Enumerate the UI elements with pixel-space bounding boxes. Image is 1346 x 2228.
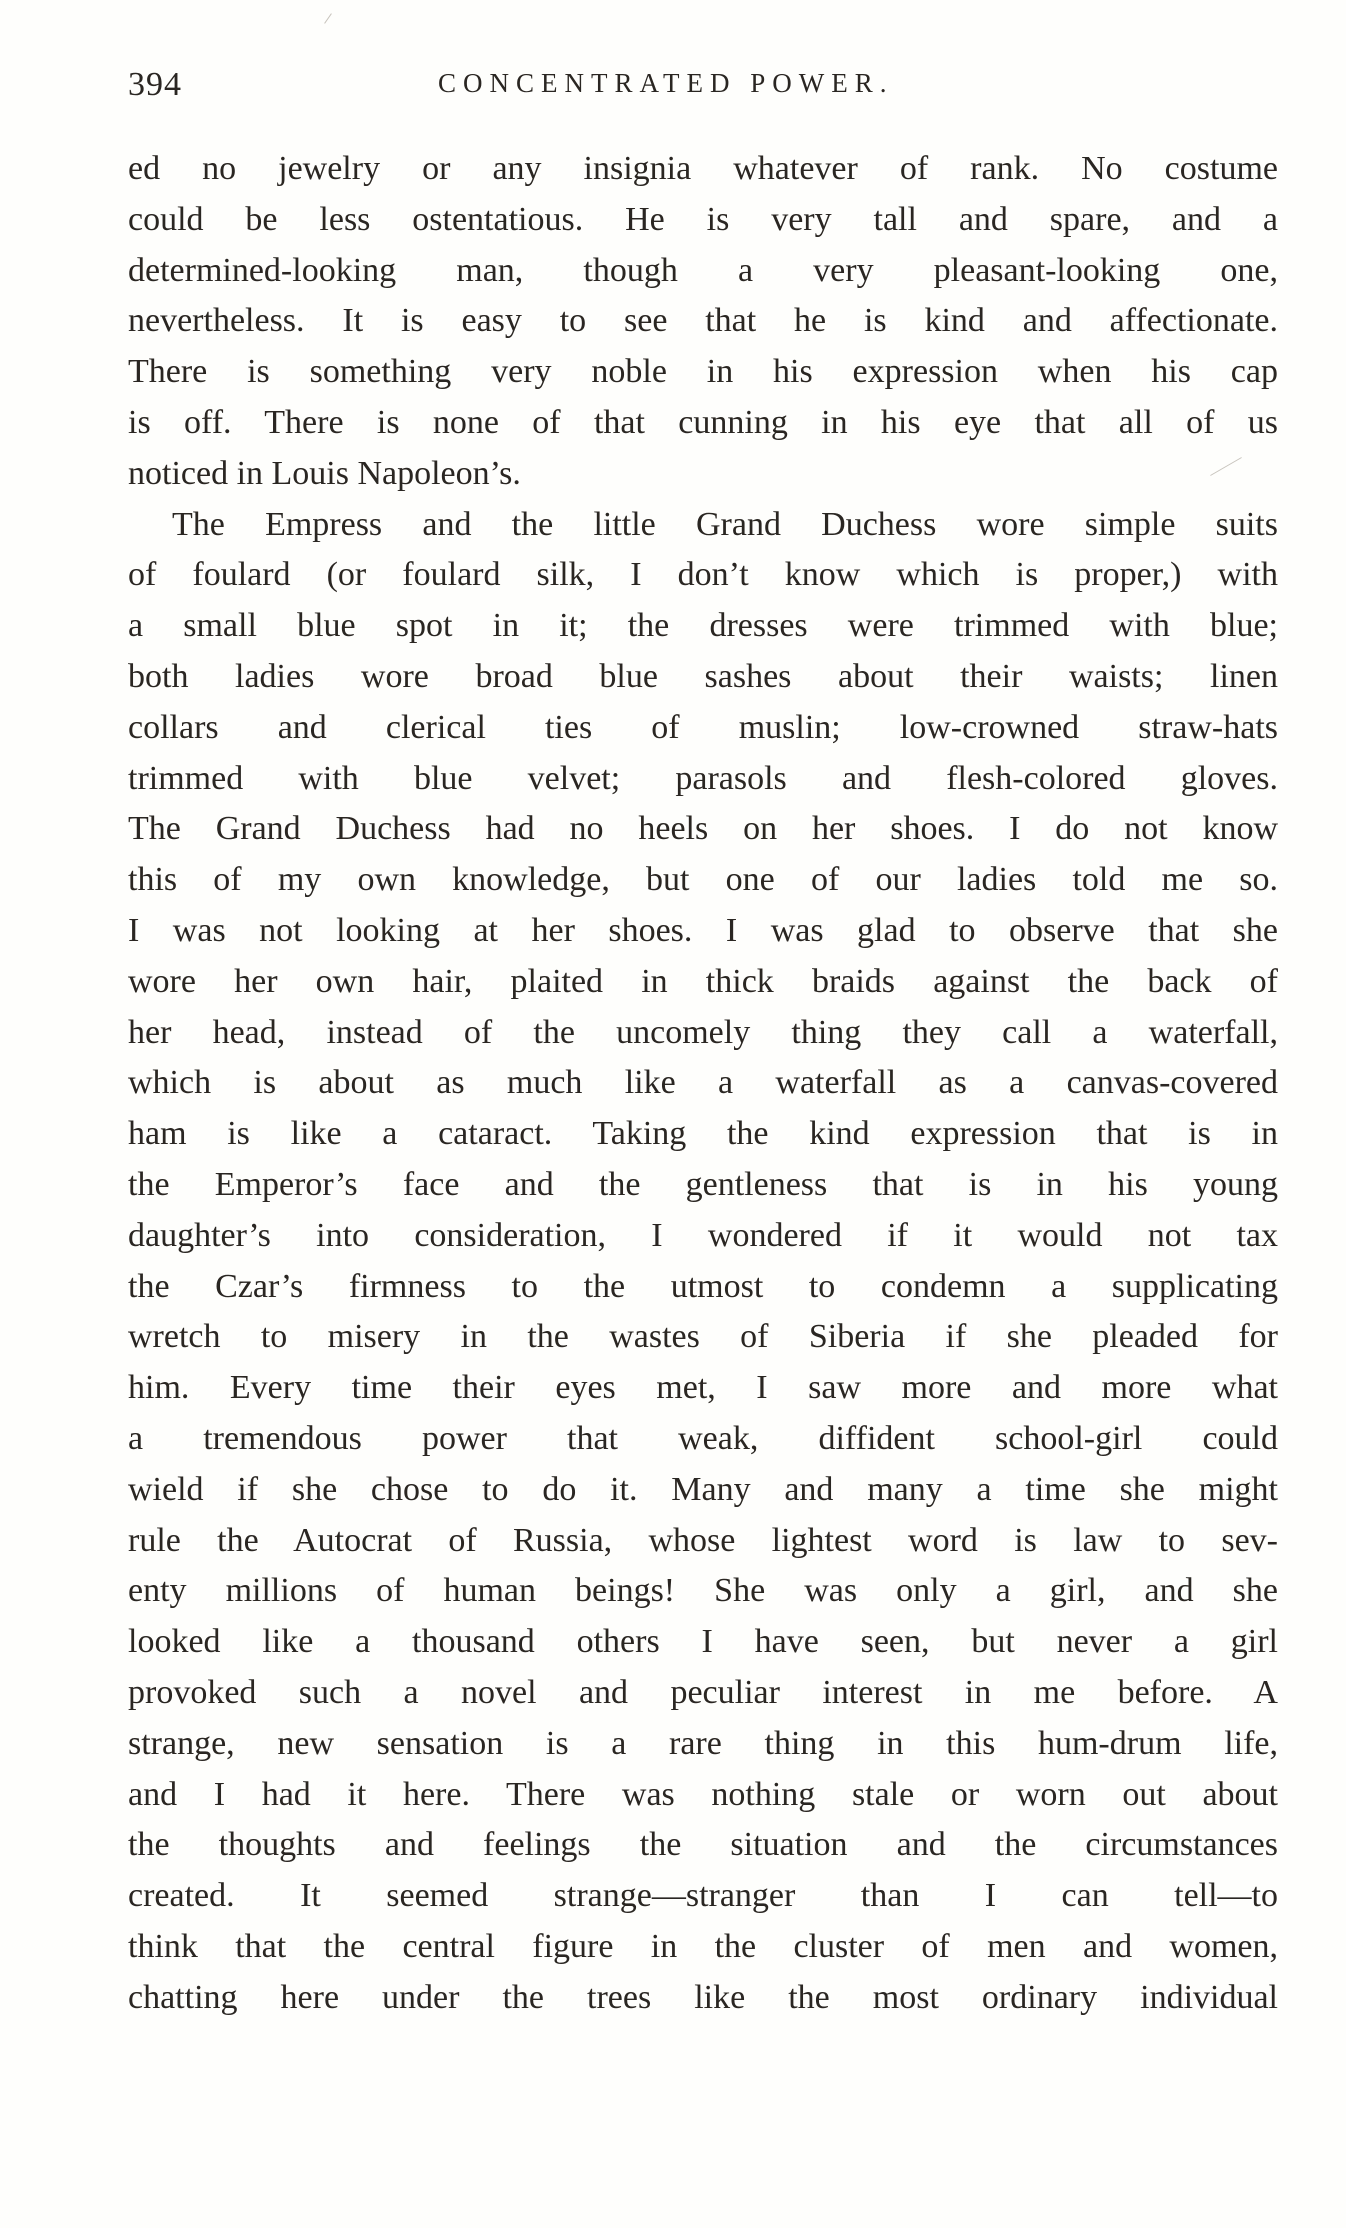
text-line: think that the central figure in the cluster of men and women, [128,1927,1278,1965]
text-line: daughter’s into consideration, I wondered if it would not tax [128,1216,1278,1254]
text-line: could be less ostentatious. He is very tall and spare, and a [128,200,1278,238]
text-line: this of my own knowledge, but one of our ladies told me so. [128,861,1278,899]
text-line: ed no jewelry or any insignia whatever of rank. No costume [128,150,1278,187]
text-line: trimmed with blue velvet; parasols and flesh-colored gloves. [128,759,1278,797]
text-line: wore her own hair, plaited in thick braids against the back of [128,962,1278,1000]
text-line: created. It seemed strange—stranger than I can tell—to [128,1877,1278,1915]
body-text [128,144,1278,2023]
text-line: her head, instead of the uncomely thing they call a waterfall, [128,1013,1278,1051]
running-head [128,66,1278,110]
text-line: and I had it here. There was nothing stale or worn out about [128,1775,1278,1813]
text-line: There is something very noble in his expression when his cap [128,353,1278,391]
text-line: The Grand Duchess had no heels on her shoes. I do not know [128,810,1278,848]
text-line: rule the Autocrat of Russia, whose lightest word is law to sev- [128,1521,1278,1559]
text-line: a small blue spot in it; the dresses were trimmed with blue; [128,607,1278,645]
text-line: ham is like a cataract. Taking the kind expression that is in [128,1115,1278,1153]
tick-mark-top [324,13,332,23]
text-line: determined-looking man, though a very pleasant-looking one, [128,251,1278,289]
text-line: collars and clerical ties of muslin; low-crowned straw-hats [128,708,1278,746]
text-line: provoked such a novel and peculiar interest in me before. A [128,1673,1278,1711]
text-line: a tremendous power that weak, diffident school-girl could [128,1419,1278,1457]
text-line: nevertheless. It is easy to see that he is kind and affectionate. [128,302,1278,340]
text-line: wretch to misery in the wastes of Siberia if she pleaded for [128,1318,1278,1356]
text-line: both ladies wore broad blue sashes about their waists; linen [128,657,1278,695]
text-line: I was not looking at her shoes. I was glad to observe that she [128,911,1278,949]
page-number: 394 [128,66,182,103]
text-line: of foulard (or foulard silk, I don’t know which is proper,) with [128,556,1278,594]
text-line: is off. There is none of that cunning in his eye that all of us [128,403,1278,441]
text-line: the Czar’s firmness to the utmost to condemn a supplicating [128,1267,1278,1305]
text-line: enty millions of human beings! She was only a girl, and she [128,1572,1278,1610]
text-line: strange, new sensation is a rare thing in this hum-drum life, [128,1724,1278,1762]
text-line: the Emperor’s face and the gentleness that is in his young [128,1165,1278,1203]
text-line: noticed in Louis Napoleon’s. [128,454,521,492]
text-line: wield if she chose to do it. Many and many a time she might [128,1470,1278,1508]
text-line: chatting here under the trees like the most ordinary individual [128,1978,1278,2016]
text-line: the thoughts and feelings the situation and the circumstances [128,1826,1278,1864]
text-line: looked like a thousand others I have seen, but never a girl [128,1623,1278,1661]
text-line: which is about as much like a waterfall as a canvas-covered [128,1064,1278,1102]
running-title: CONCENTRATED POWER. [438,68,894,98]
text-line: him. Every time their eyes met, I saw more and more what [128,1369,1278,1407]
text-line: The Empress and the little Grand Duchess wore simple suits [172,505,1278,543]
